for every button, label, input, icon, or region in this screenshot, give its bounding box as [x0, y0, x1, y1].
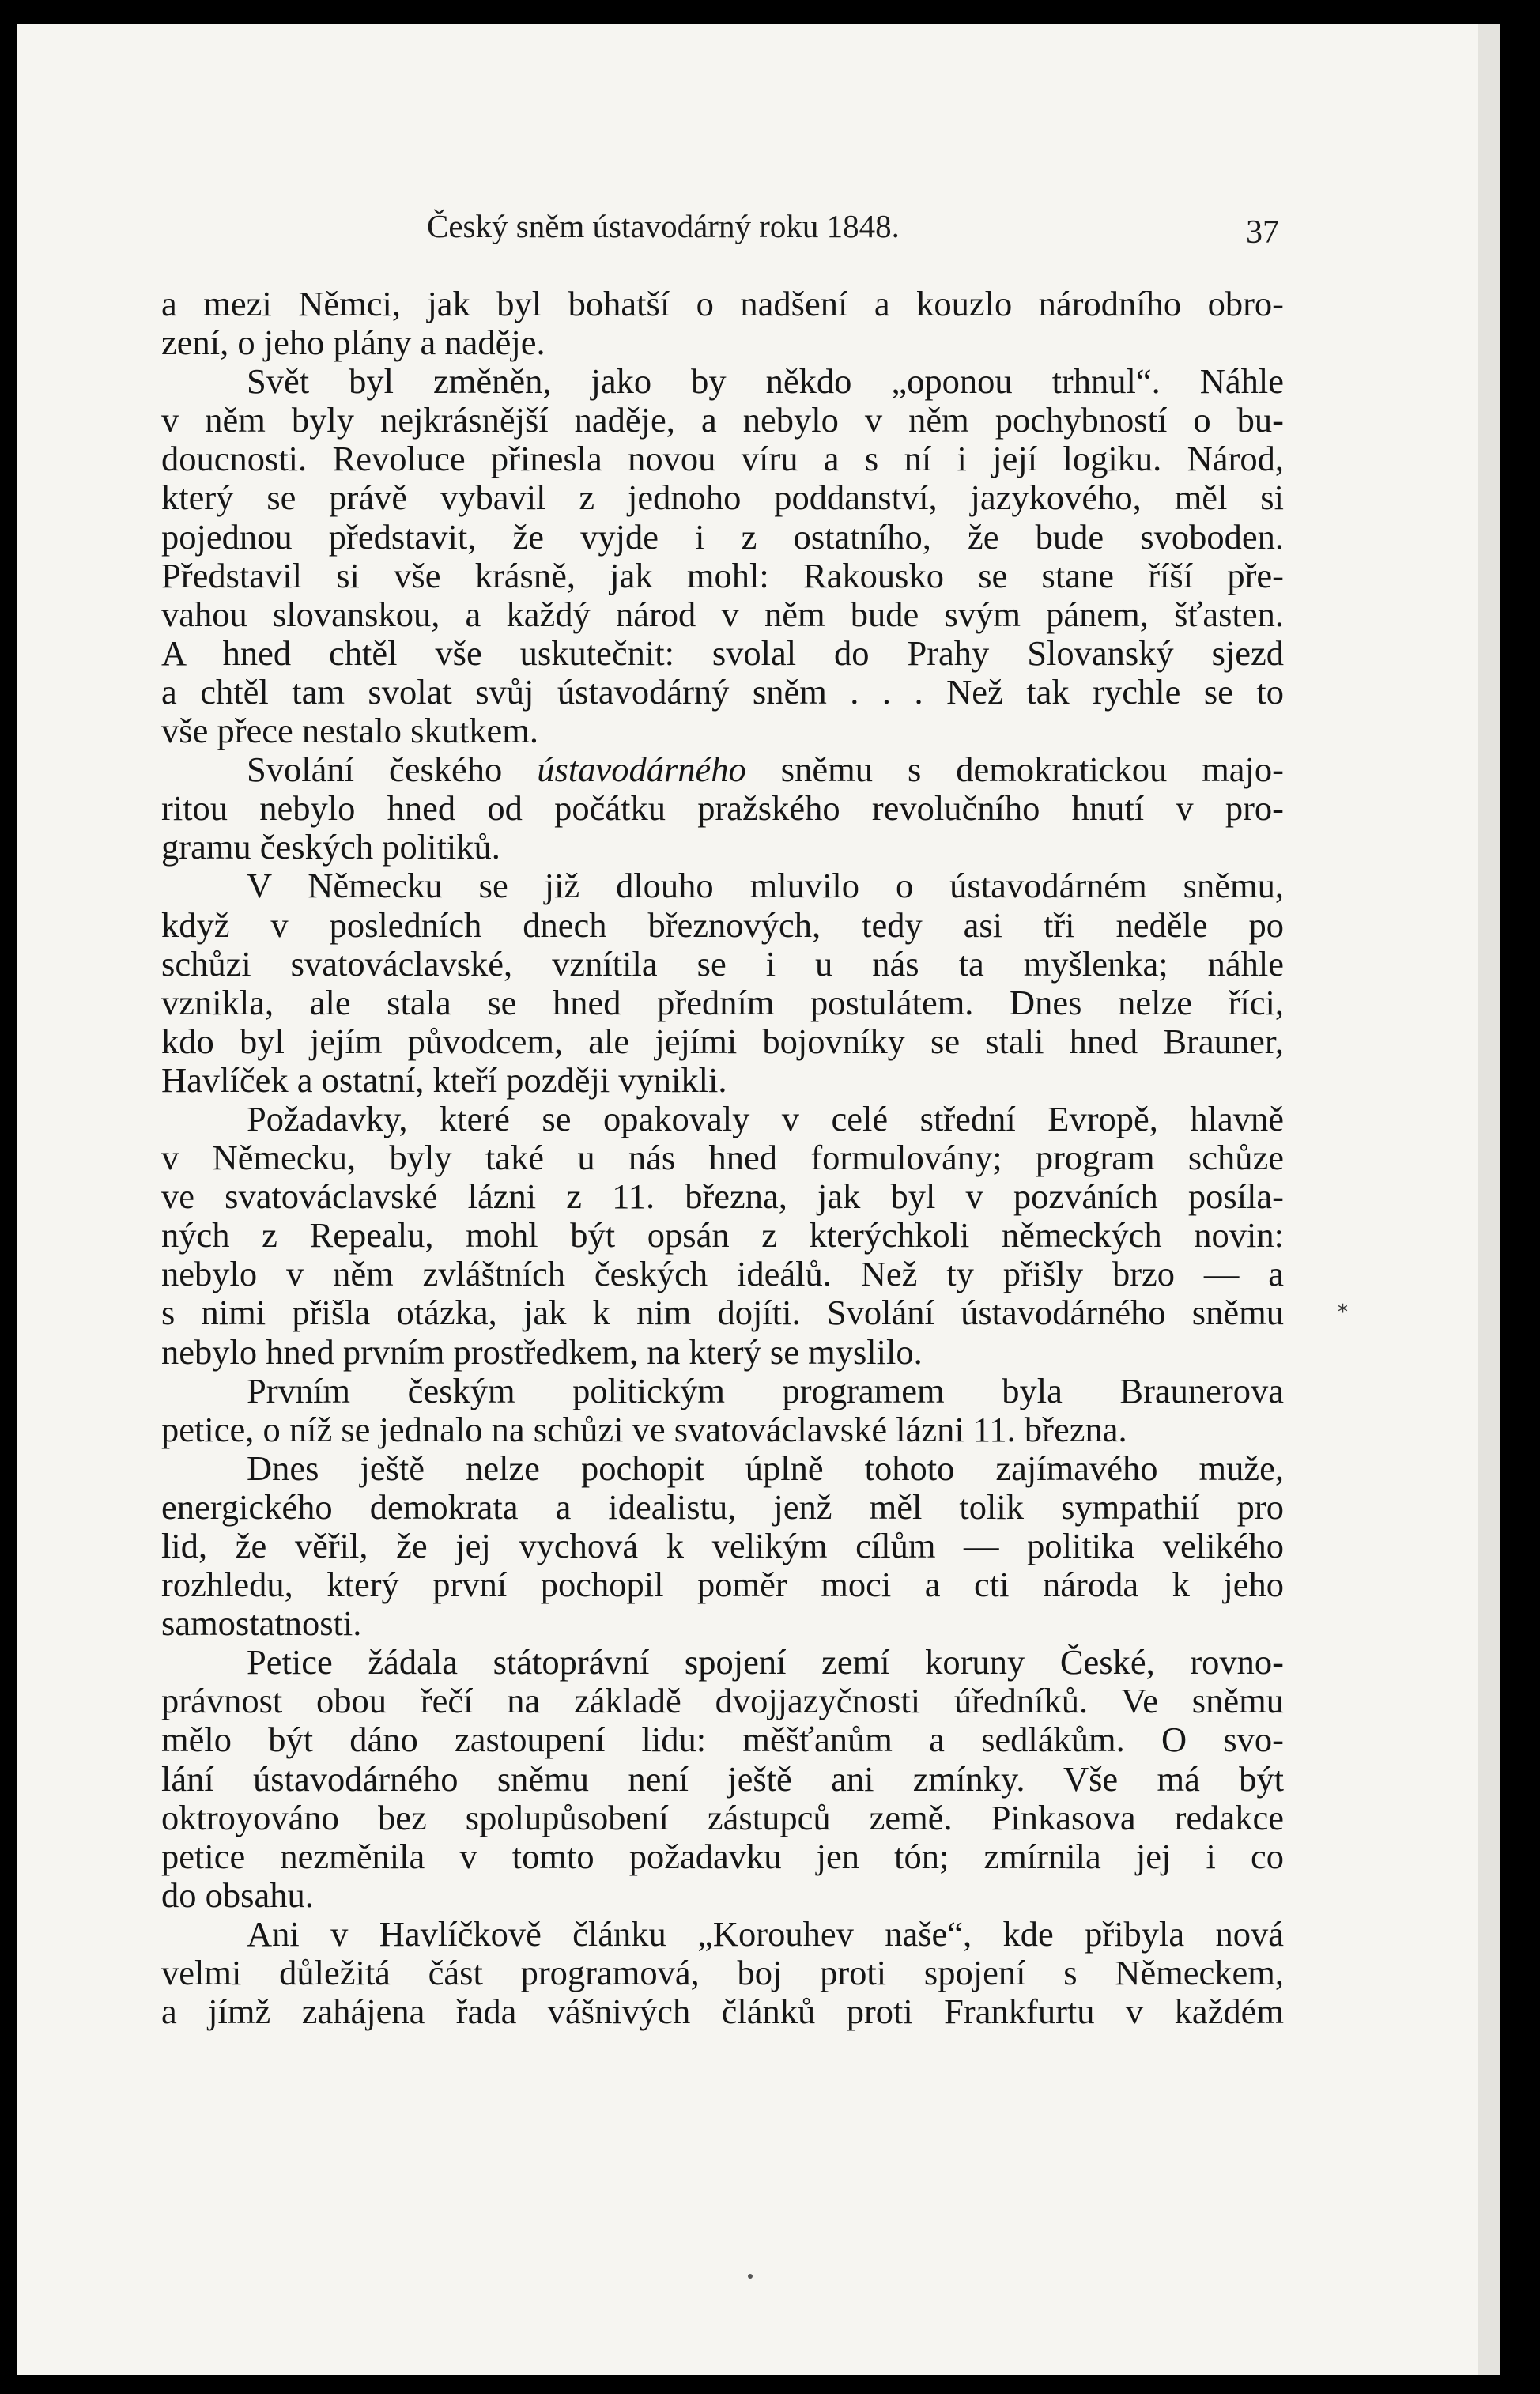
text-line: Petice žádala státoprávní spojení zemí koruny České, rovno-: [247, 1642, 1284, 1682]
text-line: Svolání českého ústavodárného sněmu s demokratickou majo-: [247, 750, 1284, 790]
text-line: nebylo hned prvním prostředkem, na který se myslilo.: [161, 1331, 923, 1372]
text-line: V Německu se již dlouho mluvilo o ústavodárném sněmu,: [247, 866, 1284, 906]
text-line: Představil si vše krásně, jak mohl: Rakousko se stane říší pře-: [161, 555, 1284, 595]
text-line: samostatnosti.: [161, 1603, 362, 1644]
text-line: zení, o jeho plány a naděje.: [161, 323, 545, 363]
text-line: petice nezměnila v tomto požadavku jen tón; zmírnila jej i co: [161, 1836, 1284, 1876]
running-title: Český sněm ústavodárný roku 1848.: [427, 208, 900, 244]
text-line: ritou nebylo hned od počátku pražského revolučního hnutí v pro-: [161, 788, 1284, 829]
text-line: pojednou představit, že vyjde i z ostatního, že bude svoboden.: [161, 516, 1284, 557]
text-line: Svět byl změněn, jako by někdo „oponou trhnul“. Náhle: [247, 361, 1284, 402]
text-line: mělo být dáno zastoupení lidu: měšťanům a sedlákům. O svo-: [161, 1720, 1284, 1760]
text-line: ných z Repealu, mohl být opsán z kterýchkoli německých novin:: [161, 1215, 1284, 1256]
text-line: a jímž zahájena řada vášnivých článků proti Frankfurtu v každém: [161, 1992, 1284, 2032]
text-line: nebylo v něm zvláštních českých ideálů. Než ty přišly brzo — a: [161, 1254, 1284, 1294]
text-line: s nimi přišla otázka, jak k nim dojíti. Svolání ústavodárného sněmu: [161, 1293, 1284, 1333]
text-line: který se právě vybavil z jednoho poddanství, jazykového, měl si: [161, 478, 1284, 518]
text-line: vznikla, ale stala se hned předním postulátem. Dnes nelze říci,: [161, 982, 1284, 1022]
text-line: právnost obou řečí na základě dvojjazyčnosti úředníků. Ve sněmu: [161, 1681, 1284, 1721]
text-line: lid, že věřil, že jej vychová k velikým cílům — politika velikého: [161, 1526, 1284, 1565]
print-speck: [748, 2274, 753, 2279]
margin-mark-icon: *: [1338, 1301, 1348, 1324]
text-line: A hned chtěl vše uskutečnit: svolal do Prahy Slovanský sjezd: [161, 632, 1284, 673]
text-line: oktroyováno bez spolupůsobení zástupců země. Pinkasova redakce: [161, 1797, 1284, 1837]
text-line: petice, o níž se jednalo na schůzi ve svatováclavské lázni 11. března.: [161, 1409, 1127, 1449]
text-line: ve svatováclavské lázni z 11. března, jak byl v pozváních posíla-: [161, 1176, 1284, 1217]
text-line: v Německu, byly také u nás hned formulovány; program schůze: [161, 1138, 1284, 1178]
text-line: vše přece nestalo skutkem.: [161, 711, 538, 751]
text-line: lání ústavodárného sněmu není ještě ani zmínky. Vše má být: [161, 1758, 1284, 1799]
page-number: 37: [1246, 214, 1279, 251]
text-line: Prvním českým politickým programem byla Braunerova: [247, 1370, 1284, 1410]
text-line: Požadavky, které se opakovaly v celé střední Evropě, hlavně: [247, 1098, 1284, 1138]
text-line: vahou slovanskou, a každý národ v něm bude svým pánem, šťasten.: [161, 594, 1284, 634]
text-line: do obsahu.: [161, 1875, 314, 1915]
text-line: v něm byly nejkrásnější naděje, a nebylo v něm pochybností o bu-: [161, 400, 1284, 440]
text-line: gramu českých politiků.: [161, 827, 500, 867]
text-line: schůzi svatováclavské, vznítila se i u nás ta myšlenka; náhle: [161, 943, 1284, 984]
text-line: když v posledních dnech březnových, tedy asi tři neděle po: [161, 904, 1284, 945]
text-line: rozhledu, který první pochopil poměr moci a cti národa k jeho: [161, 1565, 1284, 1605]
text-line: Dnes ještě nelze pochopit úplně tohoto zajímavého muže,: [247, 1448, 1284, 1488]
text-line: Ani v Havlíčkově článku „Korouhev naše“, kde přibyla nová: [247, 1913, 1284, 1954]
text-line: Havlíček a ostatní, kteří později vynikli.: [161, 1059, 727, 1100]
text-line: kdo byl jejím původcem, ale jejími bojovníky se stali hned Brauner,: [161, 1021, 1284, 1061]
text-line: velmi důležitá část programová, boj proti spojení s Německem,: [161, 1953, 1284, 1993]
text-line: energického demokrata a idealistu, jenž měl tolik sympathií pro: [161, 1486, 1284, 1527]
text-line: doucnosti. Revoluce přinesla novou víru a s ní i její logiku. Národ,: [161, 439, 1284, 479]
text-line: a chtěl tam svolat svůj ústavodárný sněm . . . Než tak rychle se to: [161, 671, 1284, 712]
page-edge: [1478, 24, 1500, 2375]
body-text: [161, 285, 1284, 2031]
text-line: a mezi Němci, jak byl bohatší o nadšení a kouzlo národního obro-: [161, 284, 1284, 323]
italic-emphasis: ústavodárného: [537, 750, 746, 790]
